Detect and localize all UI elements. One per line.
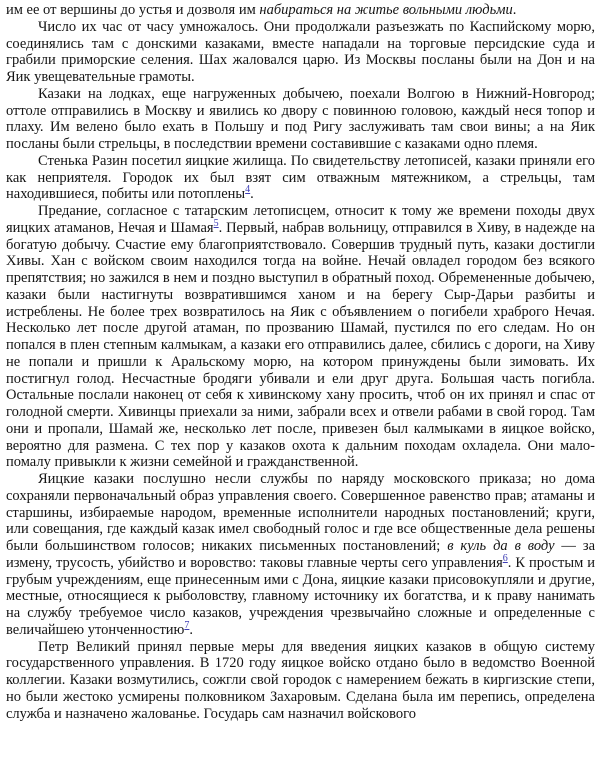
- text-run: Стенька Разин посетил яицкие жилища. По свидетельству летописей, казаки приняли его как неприятеля. Городок их был взят сим отважным мятежником, а стрельцы, там находившиеся, побиты или потоплены: [6, 152, 595, 203]
- paragraph-6: [6, 471, 595, 639]
- text-run: .: [250, 186, 254, 203]
- text-run: .: [512, 2, 517, 18]
- text-run: .: [189, 621, 193, 638]
- paragraph-2: [6, 19, 595, 86]
- text-run: Казаки на лодках, еще нагруженных добычею, поехали Волгою в Нижний-Новгород; оттоле отправились в Москву и явились ко двору с повинною головою, каждый неся топор и плаху. Им велено было ехать в Польшу и под Ригу заслуживать там свои вины; а на Яик посланы были стрельцы, в последствии времени составившие с казаками одно племя.: [6, 85, 595, 152]
- text-run: им ее от вершины до устья и дозволя им: [6, 2, 260, 18]
- text-run: Яицкие казаки послушно несли службы по наряду московского приказа; но дома сохраняли первоначальный образ управления своего. Совершенное равенство прав; атаманы и старшины, избираемые народом, временные исполнители народных постановлений; круги, или совещания, где каждый казак имел свободный голос и где все общественные дела решены были большинством голосов; никаких письменных постановлений;: [6, 471, 595, 554]
- paragraph-1: [6, 2, 595, 19]
- text-column: [6, 2, 595, 722]
- footnote-ref-5[interactable]: 5: [213, 217, 219, 229]
- footnote-ref-4[interactable]: 4: [245, 184, 251, 196]
- footnote-ref-7[interactable]: 7: [184, 619, 190, 631]
- paragraph-5: [6, 203, 595, 471]
- text-run: Число их час от часу умножалось. Они продолжали разъезжать по Каспийскому морю, соединялись там с донскими казаками, вместе нападали на торговые персидские суда и грабили приморские селения. Шах жаловался царю. Из Москвы посланы были на Дон и на Яик увещевательные грамоты.: [6, 18, 595, 85]
- text-run: Предание, согласное с татарским летописцем, относит к тому же времени походы двух яицких атаманов, Нечая и Шамая: [6, 203, 595, 236]
- text-run: Петр Великий принял первые меры для введения яицких казаков в общую систему государственного управления. В 1720 году яицкое войско отдано было в ведомство Военной коллегии. Казаки возмутились, сожгли свой городок с намерением бежать в киргизские степи, но были жестоко усмирены полковником Захаровым. Сделана была им перепись, определена служба и назначено жалованье. Государь сам назначил войскового: [6, 638, 595, 722]
- italic-phrase: в куль да в воду: [447, 538, 555, 554]
- text-run: . Первый, набрав вольницу, отправился в Хиву, в надежде на богатую добычу. Счастие ему благоприятствовало. Совершив трудный путь, казаки достигли Хивы. Хан с войском своим находился тогда на войне. Нечай овладел городом без всякого препятствия; но зажился в нем и поздно выступил в обратный поход. Обремененные добычею, казаки были настигнуты возвратившимся ханом и на берегу Сыр-Дарьи разбиты и истреблены. Не более трех возвратилось на Яик с объявлением о погибели храброго Нечая. Несколько лет после другой атаман, по прозванию Шамай, пустился по его следам. Но он попался в плен степным калмыкам, а казаки его отправились далее, сбились с дороги, на Хиву не попали и пришли к Аральскому морю, на котором принуждены были зимовать. Их постигнул голод. Несчастные бродяги убивали и ели друг друга. Большая часть погибла. Остальные послали наконец от себя к хивинскому хану просить, чтоб он их принял и спас от голодной смерти. Хивинцы приехали за ними, забрали всех и отвели рабами в свой город. Там они и пропали, Шамай же, несколько лет после, привезен был калмыками в яицкое войско, вероятно для размена. С тех пор у казаков охота к дальним походам охладела. Они мало-помалу привыкли к жизни семейной и гражданственной.: [6, 219, 595, 471]
- paragraph-3: [6, 86, 595, 153]
- paragraph-7: [6, 639, 595, 723]
- italic-phrase: набираться на житье вольными людьми: [259, 2, 513, 18]
- text-run: — за измену, трусость, убийство и воровство: таковы главные черты сего управления: [6, 538, 595, 571]
- footnote-ref-6[interactable]: 6: [502, 552, 508, 564]
- text-run: . К простым и грубым учреждениям, еще принесенным ими с Дона, яицкие казаки присовокупляли и другие, местные, относящиеся к рыболовству, главному источнику их богатства, и к праву нанимать на службу требуемое число казаков, учреждения чрезвычайно сложные и определенные с величайшею утонченностию: [6, 554, 595, 638]
- paragraph-4: [6, 153, 595, 203]
